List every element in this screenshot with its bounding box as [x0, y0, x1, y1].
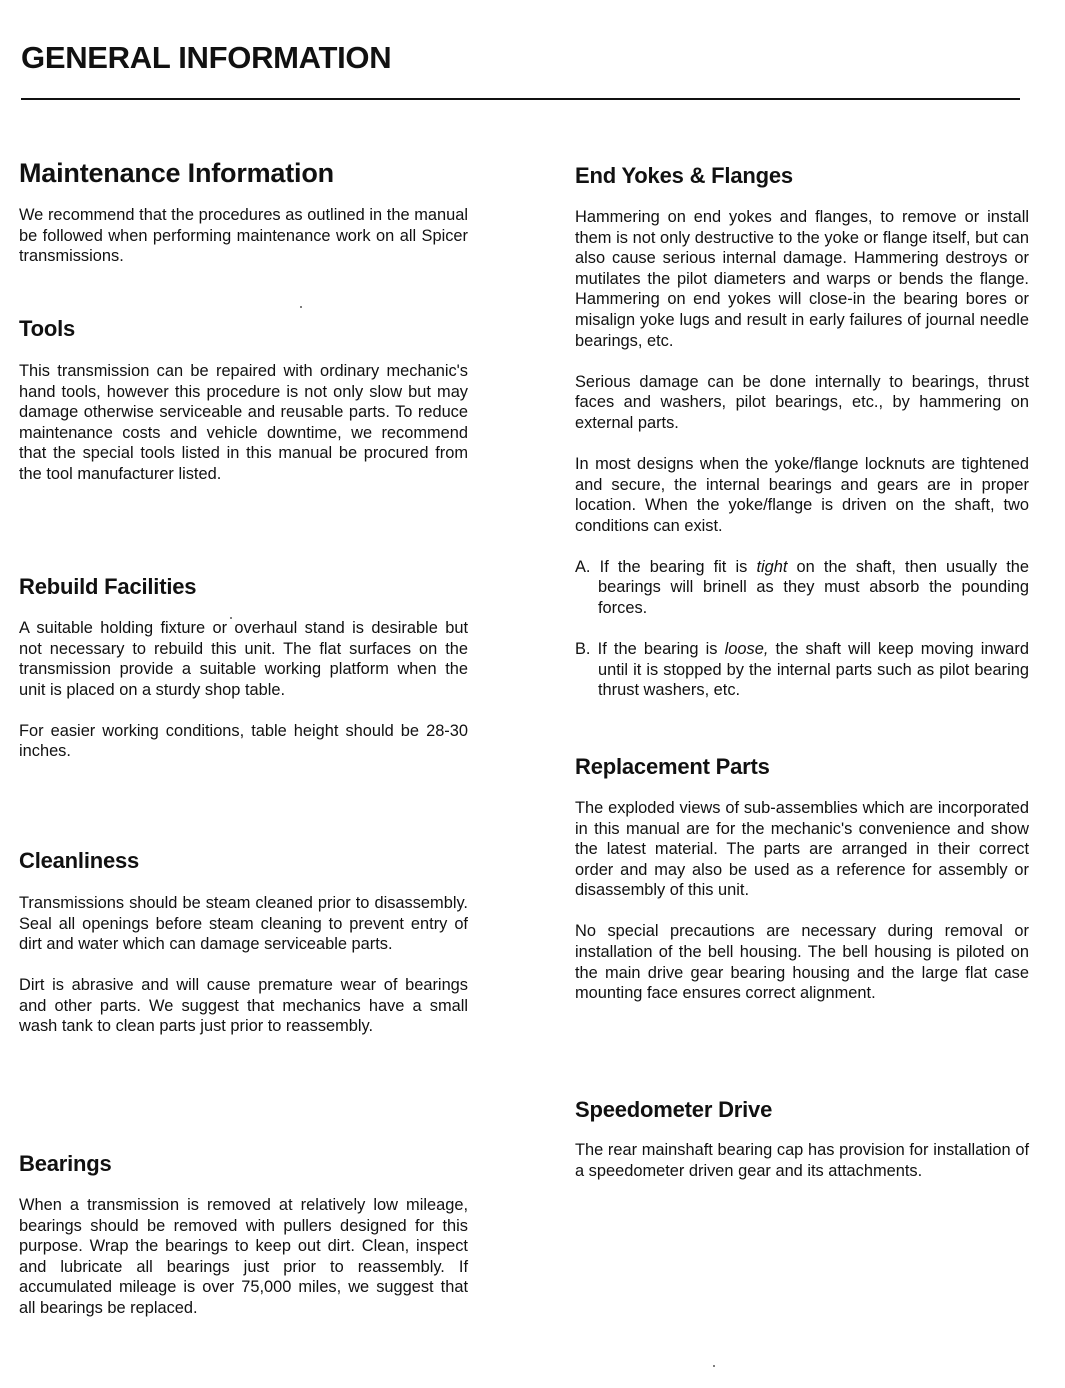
- list-item-b-emphasis: loose,: [724, 640, 769, 659]
- paragraph-maintenance-1: We recommend that the procedures as outlined in the manual be followed when performing maintenance work on all Spicer transmissions.: [19, 206, 468, 266]
- section-heading-rebuild: Rebuild Facilities: [19, 574, 197, 599]
- section-rebuild-facilities: [19, 573, 468, 762]
- paragraph-rebuild-2: For easier working conditions, table height should be 28-30 inches.: [19, 721, 468, 761]
- list-item-a-text-start: If the bearing fit is: [599, 557, 757, 576]
- section-heading-bearings: Bearings: [19, 1151, 112, 1176]
- section-maintenance-information: [19, 157, 468, 267]
- list-item-b-text-end: the shaft will keep moving inward until it is stopped by the internal parts such as pilot bearing thrust washers, etc.: [598, 640, 1029, 700]
- title-divider: [21, 98, 1020, 100]
- scan-speck: [230, 617, 232, 619]
- paragraph-speedometer-1: The rear mainshaft bearing cap has provision for installation of a speedometer driven gear and its attachments.: [575, 1141, 1029, 1180]
- paragraph-cleanliness-1: Transmissions should be steam cleaned prior to disassembly. Seal all openings before steam cleaning to prevent entry of dirt and water which can damage serviceable parts.: [19, 894, 468, 954]
- section-bearings: [19, 1150, 468, 1319]
- list-item-a: [575, 557, 1029, 619]
- scan-speck: [713, 1365, 715, 1367]
- paragraph-replacement-2: No special precautions are necessary during removal or installation of the bell housing. The bell housing is piloted on the main drive gear bearing housing and the large flat case mounting face ensures correct alignment.: [575, 922, 1029, 1003]
- paragraph-rebuild-1: A suitable holding fixture or overhaul stand is desirable but not necessary to rebuild this unit. The flat surfaces on the transmission provide a suitable working platform when the unit is placed on a sturdy shop table.: [19, 619, 468, 699]
- section-heading-maintenance: Maintenance Information: [19, 158, 334, 188]
- list-item-a-text-end: on the shaft, then usually the bearings will brinell as they must absorb the pounding forces.: [598, 557, 1029, 617]
- section-heading-cleanliness: Cleanliness: [19, 848, 140, 873]
- section-heading-tools: Tools: [19, 316, 76, 341]
- list-item-b-text-start: If the bearing is: [597, 640, 725, 659]
- scan-speck: [300, 306, 302, 308]
- paragraph-bearings-1: When a transmission is removed at relatively low mileage, bearings should be removed with pullers designed for this purpose. Wrap the bearings to keep out dirt. Clean, inspect and lubricate all bearings just prior to reassembly. If accumulated mileage is over 75,000 miles, we suggest that all bearings be replaced.: [19, 1196, 468, 1317]
- paragraph-tools-1: This transmission can be repaired with ordinary mechanic's hand tools, however this procedure is not only slow but may damage otherwise serviceable and reusable parts. To reduce maintenance costs and vehicle downtime, we recommend that the special tools listed in this manual be procured from the tool manufacturer listed.: [19, 362, 468, 483]
- list-item-a-emphasis: tight: [756, 557, 788, 576]
- section-end-yokes-flanges: [575, 162, 1029, 701]
- section-cleanliness: [19, 847, 468, 1037]
- paragraph-cleanliness-2: Dirt is abrasive and will cause premature wear of bearings and other parts. We suggest that mechanics have a small wash tank to clean parts just prior to reassembly.: [19, 976, 468, 1036]
- paragraph-end-yokes-3: In most designs when the yoke/flange locknuts are tightened and secure, the internal bearings and gears are in proper location. When the yoke/flange is driven on the shaft, two conditions can exist.: [575, 454, 1029, 535]
- section-speedometer-drive: [575, 1096, 1029, 1181]
- page-title: GENERAL INFORMATION: [21, 40, 392, 75]
- list-item-b: [575, 639, 1029, 701]
- paragraph-end-yokes-1: Hammering on end yokes and flanges, to remove or install them is not only destructive to the yoke or flange itself, but can also cause serious internal damage. Hammering destroys or mutilates the pilot diameters and warps or bends the flange. Hammering on end yokes will close-in the bearing bores or misalign yoke lugs and result in early failures of journal needle bearings, etc.: [575, 208, 1029, 350]
- section-heading-replacement: Replacement Parts: [575, 754, 770, 779]
- paragraph-replacement-1: The exploded views of sub-assemblies which are incorporated in this manual are for the mechanic's convenience and show the latest material. The parts are arranged in their correct order and may also be used as a reference for assembly or disassembly of this unit.: [575, 799, 1029, 900]
- section-tools: [19, 315, 468, 485]
- paragraph-end-yokes-2: Serious damage can be done internally to bearings, thrust faces and washers, pilot bearings, etc., by hammering on external parts.: [575, 372, 1029, 432]
- list-marker-b: B.: [575, 640, 591, 659]
- section-heading-end-yokes: End Yokes & Flanges: [575, 163, 793, 188]
- section-replacement-parts: [575, 753, 1029, 1004]
- list-marker-a: A.: [575, 557, 591, 576]
- section-heading-speedometer: Speedometer Drive: [575, 1097, 773, 1122]
